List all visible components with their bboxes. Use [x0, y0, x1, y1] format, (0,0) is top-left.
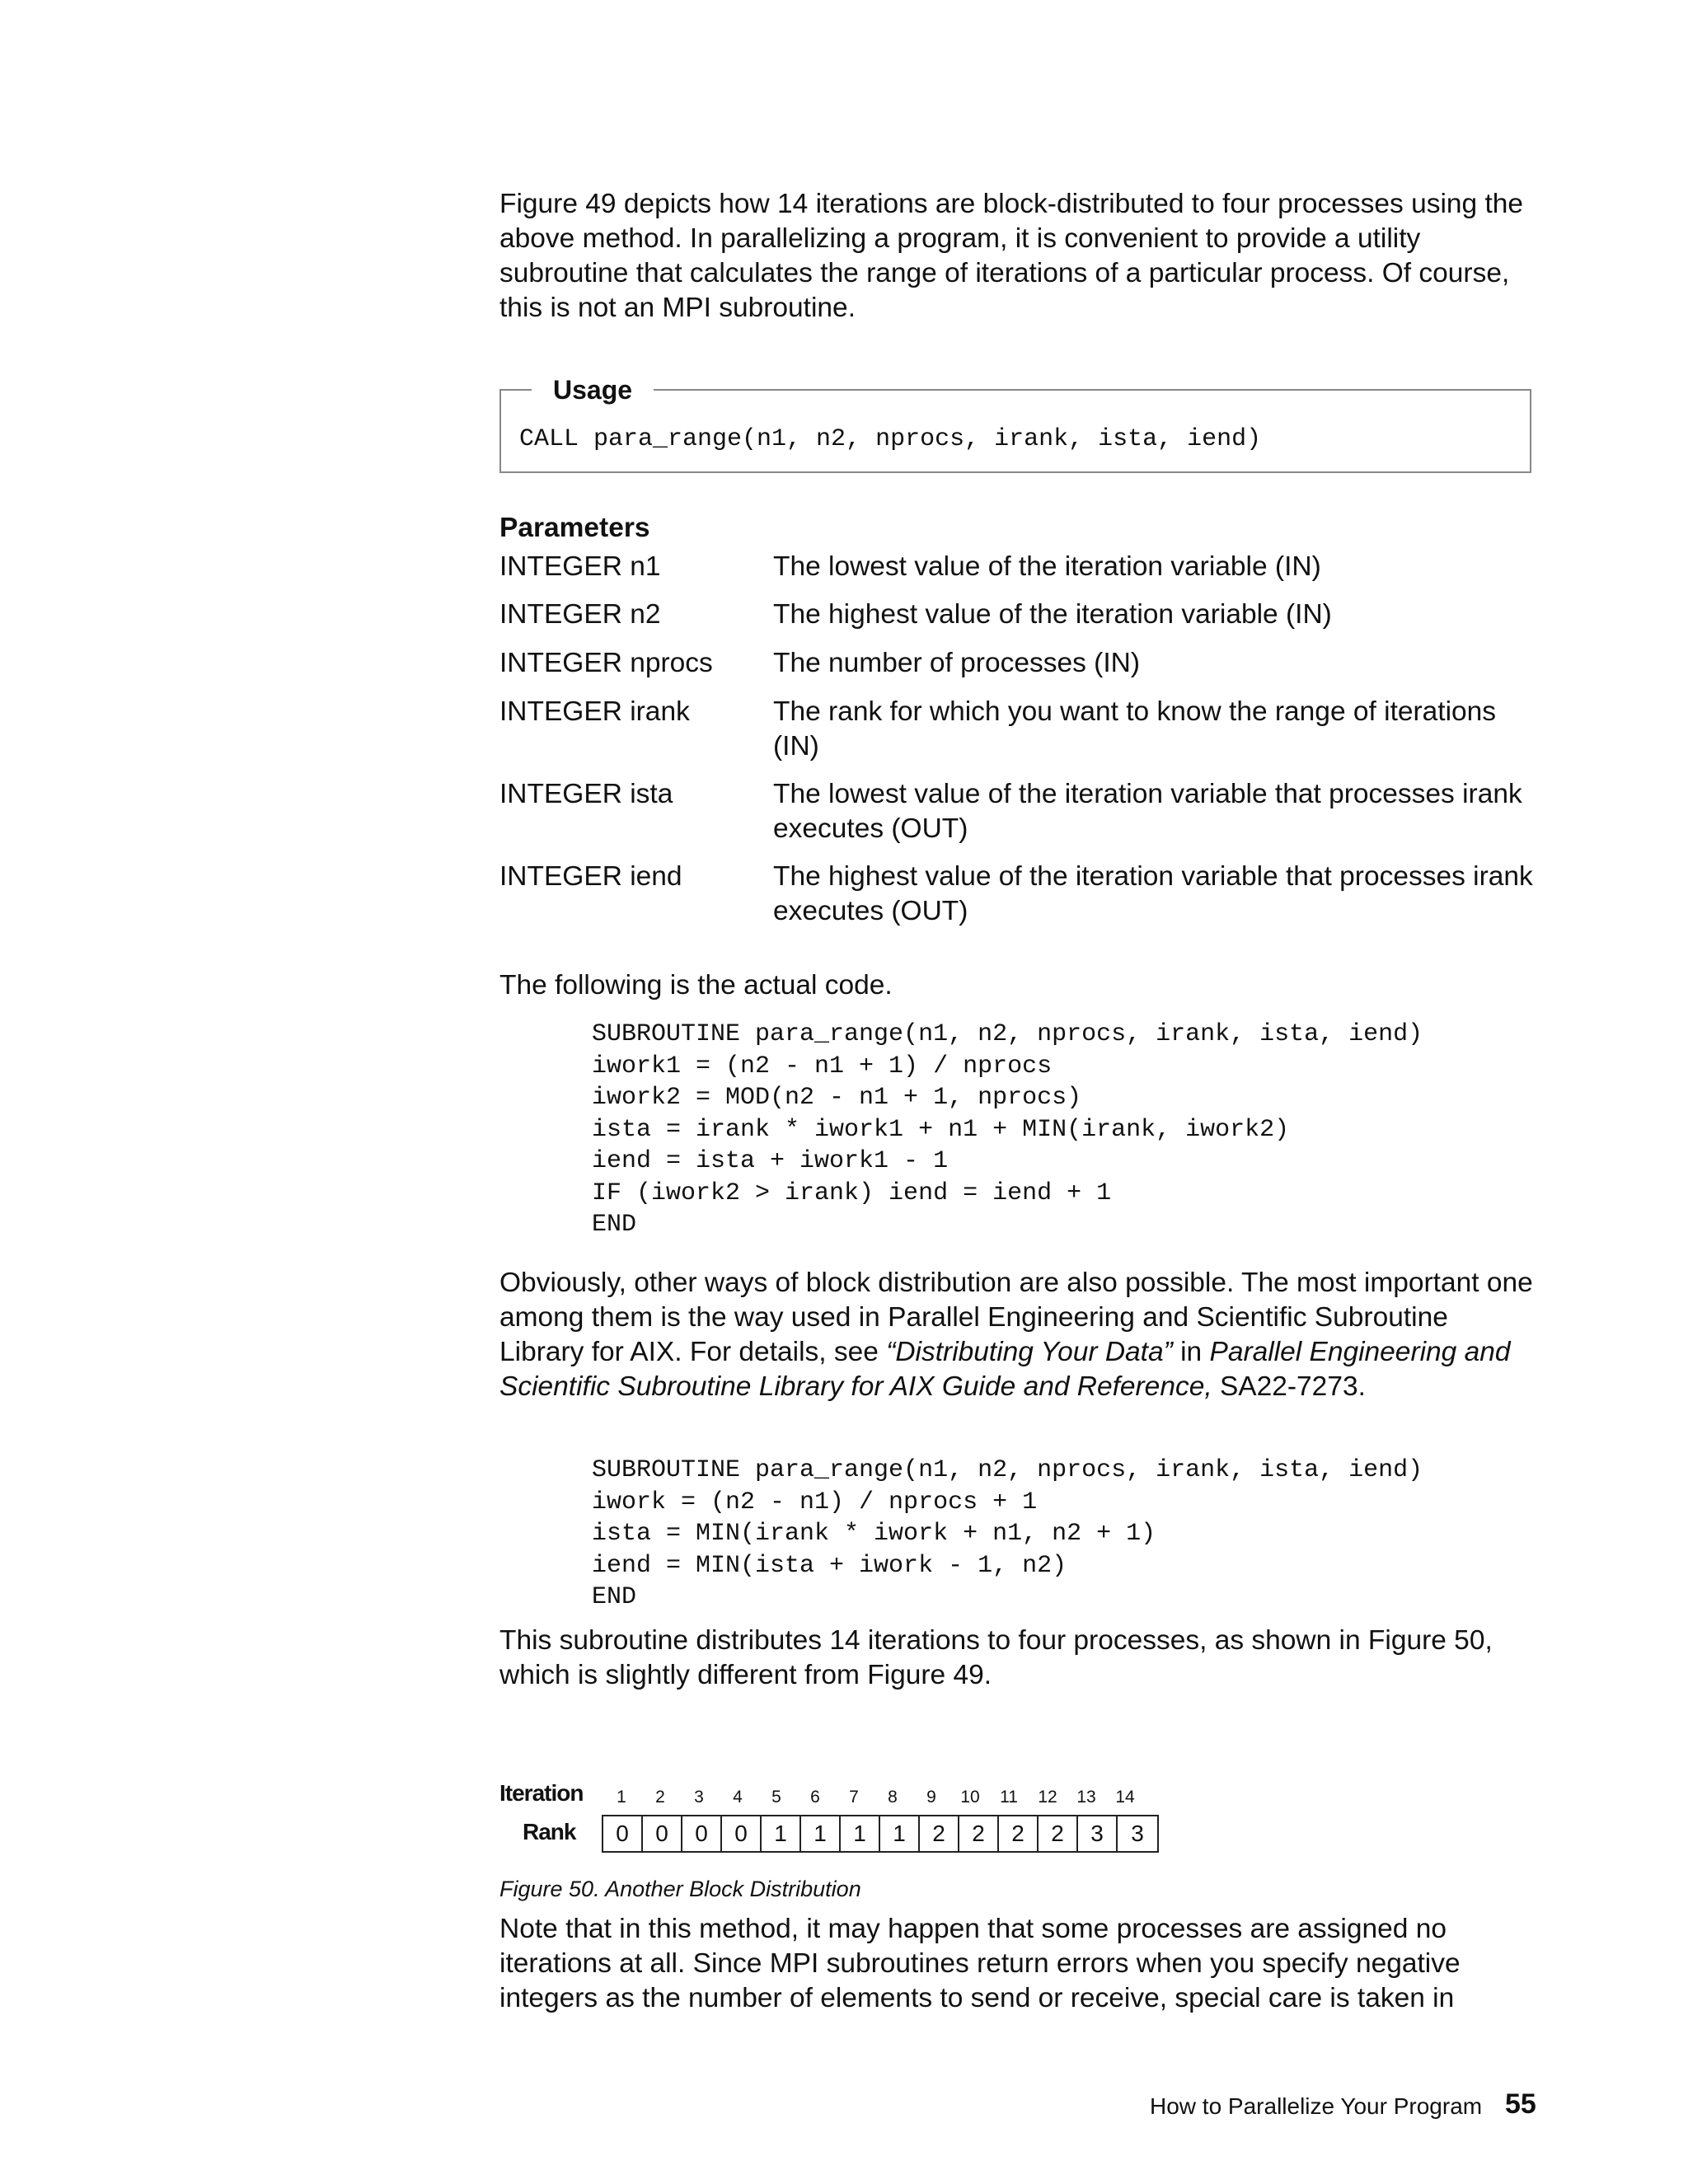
iteration-number: 2: [655, 1788, 665, 1807]
code-block-1: SUBROUTINE para_range(n1, n2, nprocs, irank, ista, iend) iwork1 = (n2 - n1 + 1) / nprocs iwork2 = MOD(n2 - n1 + 1, nprocs) ista = irank * iwork1 + n1 + MIN(irank, iwork2) iend = ista + iwork1 - 1 IF (iwork2 > irank) iend = iend + 1 END: [592, 1020, 1423, 1239]
rank-cell: 1: [762, 1816, 801, 1851]
iteration-number: 11: [1000, 1788, 1018, 1807]
parameter-name: INTEGER n1: [499, 551, 661, 582]
rank-cell: 0: [643, 1816, 682, 1851]
rank-cell: 2: [999, 1816, 1039, 1851]
parameter-description: The highest value of the iteration variable that processes irank executes (OUT): [773, 861, 1533, 926]
actual-code-intro: The following is the actual code.: [499, 970, 893, 1001]
parameter-description: The lowest value of the iteration variable that processes irank executes (OUT): [773, 779, 1522, 844]
iteration-number: 12: [1038, 1788, 1057, 1807]
footer-section-title: How to Parallelize Your Program: [1150, 2093, 1483, 2119]
iteration-number: 4: [733, 1788, 743, 1807]
parameters-heading: Parameters: [499, 513, 650, 543]
paragraph-text: SA22-7273.: [1212, 1371, 1366, 1402]
rank-cell: 0: [682, 1816, 722, 1851]
rank-cell: 1: [841, 1816, 880, 1851]
rank-cell: 1: [880, 1816, 920, 1851]
usage-code: CALL para_range(n1, n2, nprocs, irank, ista, iend): [519, 425, 1262, 453]
rank-cell: 0: [603, 1816, 643, 1851]
rank-cell: 3: [1078, 1816, 1118, 1851]
rank-cell: 1: [801, 1816, 841, 1851]
paragraph-text: in: [1172, 1337, 1210, 1367]
iteration-number: 8: [888, 1788, 898, 1807]
section-reference: “Distributing Your Data”: [886, 1337, 1173, 1367]
rank-cell: 2: [920, 1816, 959, 1851]
iteration-number: 10: [960, 1788, 980, 1807]
iteration-number: 14: [1115, 1788, 1135, 1807]
figure-caption: Figure 50. Another Block Distribution: [499, 1877, 861, 1901]
parameter-name: INTEGER iend: [499, 861, 682, 892]
page-number: 55: [1505, 2088, 1536, 2120]
code-block-2: SUBROUTINE para_range(n1, n2, nprocs, irank, ista, iend) iwork = (n2 - n1) / nprocs + 1 ista = MIN(irank * iwork + n1, n2 + 1) iend = MIN(ista + iwork - 1, n2) END: [592, 1456, 1423, 1611]
paragraph-figure-reference: This subroutine distributes 14 iterations to four processes, as shown in Figure 50, which is slightly different from Figure 49.: [499, 1625, 1493, 1690]
intro-paragraph: Figure 49 depicts how 14 iterations are block-distributed to four processes using the above method. In parallelizing a program, it is convenient to provide a utility subroutine that calculates the range of iterations of a particular process. Of course, this is not an MPI subroutine.: [499, 189, 1524, 323]
paragraph-note: Note that in this method, it may happen that some processes are assigned no iterations at all. Since MPI subroutines return errors when you specify negative integers as the number of elements to send or receive, special care is taken in: [499, 1914, 1461, 2013]
iteration-number: 7: [849, 1788, 859, 1807]
parameter-name: INTEGER irank: [499, 696, 690, 727]
iteration-number: 9: [926, 1788, 936, 1807]
parameter-description: The number of processes (IN): [773, 648, 1140, 678]
usage-title: Usage: [532, 373, 654, 407]
iteration-label: Iteration: [499, 1780, 584, 1806]
parameter-name: INTEGER nprocs: [499, 648, 713, 678]
iteration-number: 5: [771, 1788, 781, 1807]
iteration-number: 3: [694, 1788, 704, 1807]
parameter-name: INTEGER ista: [499, 779, 673, 809]
figure-block-distribution: [499, 1780, 1159, 1863]
parameter-name: INTEGER n2: [499, 599, 661, 630]
rank-label: Rank: [523, 1819, 576, 1844]
iteration-number: 1: [617, 1788, 626, 1807]
rank-cell: 3: [1131, 1821, 1144, 1846]
book-title: Parallel Engineering and Scientific Subroutine Library for AIX Guide and Reference,: [499, 1337, 1511, 1402]
iteration-number: 13: [1076, 1788, 1096, 1807]
rank-cell: 2: [959, 1816, 999, 1851]
rank-row: [602, 1815, 1159, 1853]
parameter-description: The rank for which you want to know the range of iterations (IN): [773, 696, 1497, 762]
parameter-description: The highest value of the iteration variable (IN): [773, 599, 1332, 630]
parameter-description: The lowest value of the iteration variable (IN): [773, 551, 1321, 582]
iteration-number: 6: [810, 1788, 820, 1807]
rank-cell: 2: [1039, 1816, 1078, 1851]
rank-cell: 0: [722, 1816, 762, 1851]
paragraph-text: Obviously, other ways of block distribution are also possible. The most important one among them is the way used in Parallel Engineering and Scientific Subroutine Library for AIX. For details, see: [499, 1268, 1533, 1367]
paragraph-block-distribution: [499, 1266, 1538, 1404]
